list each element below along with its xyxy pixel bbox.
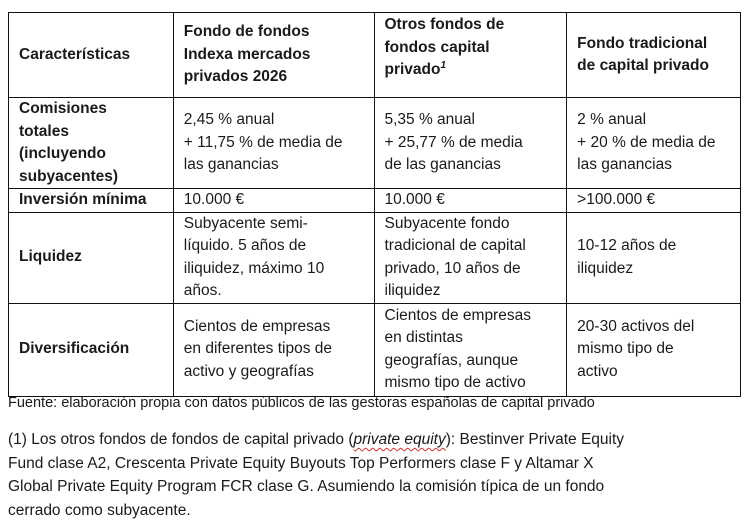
- header-text: de capital privado: [577, 57, 709, 74]
- row-label-text: (incluyendo: [19, 145, 106, 162]
- table-row-liquidity: [9, 212, 741, 303]
- cell-min-traditional: [567, 189, 741, 213]
- footnote-paragraph: [8, 428, 748, 522]
- cell-min-other: [374, 189, 567, 213]
- row-label-liquidity: [9, 212, 174, 303]
- row-label-diversification: [9, 303, 174, 396]
- row-label-text: Comisiones: [19, 100, 107, 117]
- comparison-table: [8, 12, 741, 397]
- footnote-line: Global Private Equity Program FCR clase G. Asumiendo la comisión típica de un fondo: [8, 478, 605, 495]
- cell-liq-indexa: [173, 212, 374, 303]
- cell-text: privado, 10 años de: [384, 259, 521, 277]
- cell-text: Subyacente semi-: [183, 214, 308, 232]
- row-label-text: Diversificación: [19, 340, 130, 358]
- header-text: privados 2026: [183, 68, 288, 86]
- row-label-min-investment: [9, 189, 174, 213]
- cell-text: 5,35 % anual: [384, 111, 475, 129]
- cell-text: 10-12 años de: [577, 237, 677, 254]
- cell-div-indexa: [173, 303, 374, 396]
- cell-text: activo y geografías: [183, 362, 314, 380]
- header-text: [385, 59, 557, 82]
- cell-text: tradicional de capital: [384, 237, 526, 254]
- cell-text: + 25,77 % de media: [384, 133, 523, 151]
- cell-text: + 20 % de media de: [577, 133, 716, 151]
- cell-fees-other: [374, 98, 567, 189]
- cell-text: activo: [577, 362, 618, 380]
- cell-text: líquido. 5 años de: [183, 237, 307, 254]
- header-traditional-fund: [567, 13, 741, 98]
- cell-div-traditional: [567, 303, 741, 396]
- header-text: Fondo de fondos: [183, 23, 310, 41]
- header-other-fund-of-funds: [374, 13, 567, 98]
- cell-text: 2 % anual: [577, 111, 647, 129]
- cell-text: mismo tipo de activo: [384, 374, 526, 391]
- footnote-marker: 1: [440, 59, 447, 71]
- cell-text: las ganancias: [577, 156, 672, 174]
- cell-div-other: [374, 303, 567, 396]
- cell-text: 10.000 €: [384, 191, 445, 208]
- header-text: Otros fondos de: [384, 16, 505, 33]
- cell-text: + 11,75 % de media de: [183, 133, 343, 151]
- header-text: Fondo tradicional: [577, 34, 708, 52]
- table-row-fees: [9, 98, 741, 189]
- cell-text: >100.000 €: [577, 191, 656, 208]
- row-label-text: subyacentes): [19, 167, 119, 185]
- cell-text: en distintas: [384, 329, 463, 346]
- cell-text: en diferentes tipos de: [183, 340, 332, 358]
- cell-text: 2,45 % anual: [183, 111, 275, 129]
- cell-liq-other: [374, 212, 567, 303]
- header-text: Características: [19, 45, 131, 63]
- footnote-text: ): Bestinver Private Equity: [445, 431, 625, 448]
- cell-text: 10.000 €: [183, 191, 245, 208]
- table-row-min-investment: [9, 189, 741, 213]
- header-text-part: privado: [384, 61, 441, 78]
- footnote-line: [8, 428, 748, 452]
- row-label-text: totales: [19, 122, 69, 140]
- row-label-fees: [9, 98, 174, 189]
- cell-text: de las ganancias: [384, 156, 501, 174]
- cell-text: iliquidez: [384, 282, 441, 299]
- cell-text: Cientos de empresas: [384, 306, 531, 324]
- cell-text: iliquidez: [577, 259, 634, 277]
- header-row: [9, 13, 741, 98]
- cell-text: Cientos de empresas: [183, 317, 331, 335]
- footnote-text: (1) Los otros fondos de fondos de capital privado (: [8, 431, 354, 448]
- cell-text: mismo tipo de: [577, 340, 674, 358]
- cell-text: 20-30 activos del: [577, 317, 695, 335]
- cell-text: geografías, aunque: [384, 351, 519, 369]
- footnote-line: cerrado como subyacente.: [8, 501, 191, 519]
- table-row-diversification: [9, 303, 741, 396]
- cell-text: Subyacente fondo: [384, 214, 510, 232]
- cell-min-indexa: [173, 189, 374, 213]
- header-indexa-fund: [173, 13, 374, 98]
- footnote-italic-term: private equity: [353, 431, 446, 448]
- header-text: Indexa mercados: [183, 45, 311, 63]
- source-caption: Fuente: elaboración propia con datos públicos de las gestoras españolas de capital privado: [8, 395, 595, 411]
- header-characteristics: [9, 13, 174, 98]
- cell-fees-indexa: [173, 98, 374, 189]
- cell-text: años.: [183, 282, 222, 299]
- cell-liq-traditional: [567, 212, 741, 303]
- footnote-line: Fund clase A2, Crescenta Private Equity Buyouts Top Performers clase F y Altamar X: [8, 454, 594, 472]
- row-label-text: Inversión mínima: [19, 191, 147, 208]
- row-label-text: Liquidez: [19, 248, 82, 266]
- cell-fees-traditional: [567, 98, 741, 189]
- cell-text: las ganancias: [183, 156, 279, 174]
- header-text: fondos capital: [384, 38, 490, 56]
- cell-text: iliquidez, máximo 10: [183, 259, 325, 277]
